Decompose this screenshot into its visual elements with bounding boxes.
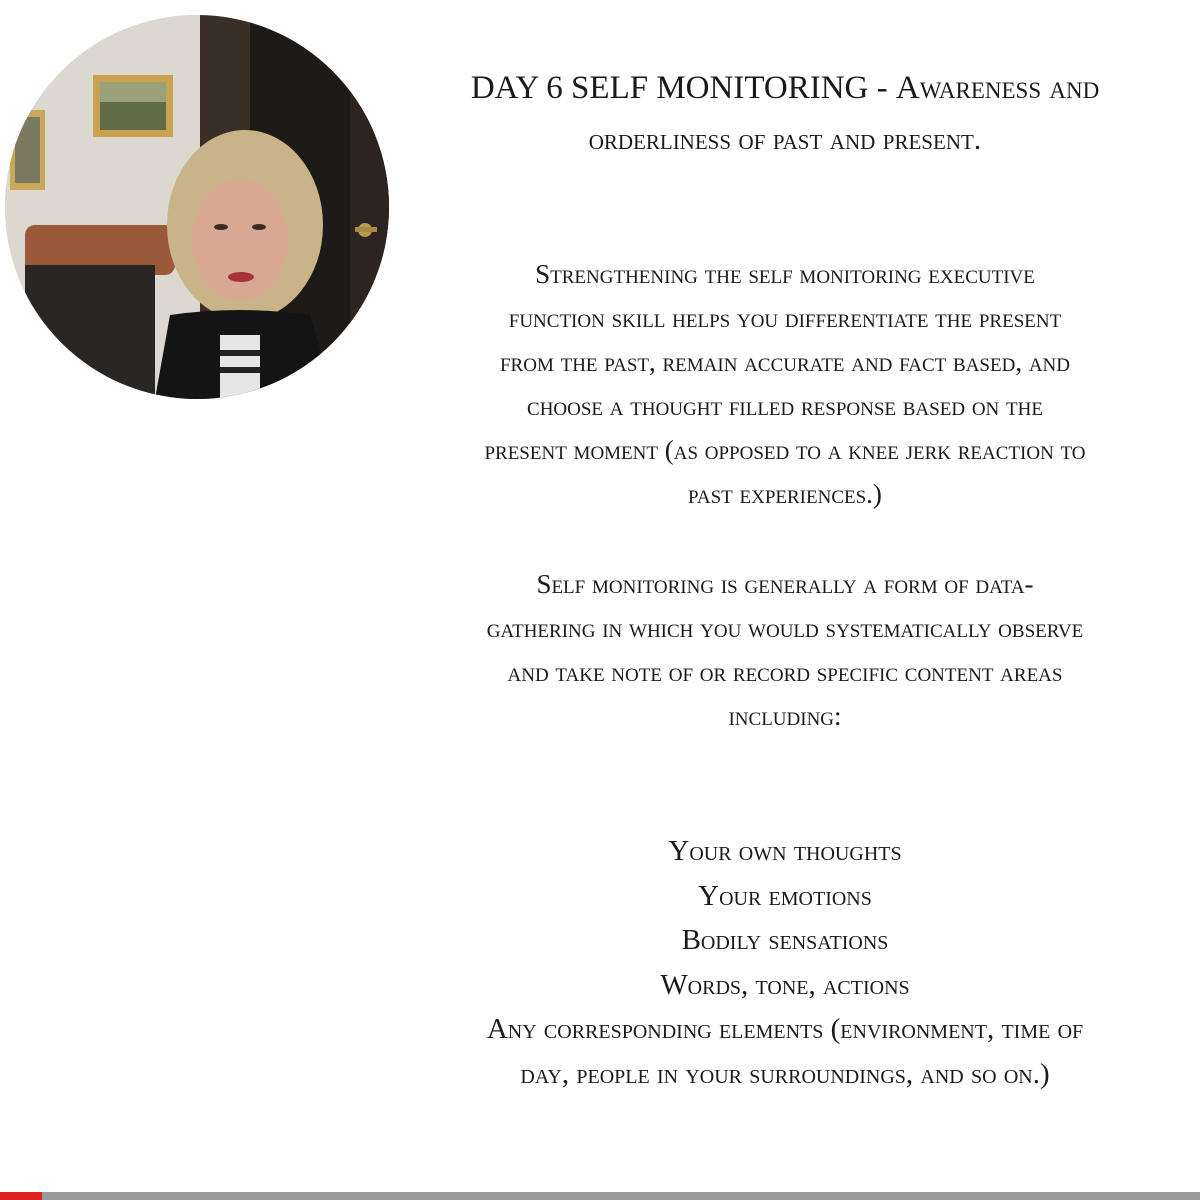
presenter-video xyxy=(5,15,389,399)
intro-line: Strengthening the self monitoring executive xyxy=(535,259,1035,289)
lesson-title xyxy=(400,62,1170,166)
list-item: Your own thoughts xyxy=(668,835,902,867)
title-main: DAY 6 SELF MONITORING - xyxy=(470,70,896,106)
presenter-image xyxy=(5,15,389,399)
definition-line: including: xyxy=(728,701,842,731)
definition-line: Self monitoring is generally a form of data- xyxy=(536,569,1034,599)
list-item: Bodily sensations xyxy=(681,924,889,956)
intro-line: from the past, remain accurate and fact based, and xyxy=(499,347,1070,377)
video-progress-fill xyxy=(0,1192,42,1200)
title-line-2: orderliness of past and present. xyxy=(588,123,982,156)
intro-line: choose a thought filled response based on the xyxy=(527,391,1043,421)
definition-line: and take note of or record specific content areas xyxy=(507,657,1063,687)
definition-paragraph xyxy=(400,562,1170,738)
list-item: Your emotions xyxy=(698,879,872,912)
intro-line: function skill helps you differentiate the present xyxy=(508,303,1062,333)
list-item: Words, tone, actions xyxy=(660,968,910,1001)
title-line-1 xyxy=(400,62,1170,114)
intro-paragraph xyxy=(400,252,1170,516)
content-areas-list xyxy=(400,829,1170,1096)
definition-line: gathering in which you would systematically observe xyxy=(486,613,1084,643)
list-item: Any corresponding elements (environment, time of xyxy=(486,1013,1084,1045)
title-subtitle: Awareness and xyxy=(895,70,1100,106)
list-item: day, people in your surroundings, and so on.) xyxy=(520,1057,1050,1090)
intro-line: past experiences.) xyxy=(688,479,882,509)
intro-line: present moment (as opposed to a knee jerk reaction to xyxy=(484,435,1086,465)
video-progress-bar[interactable] xyxy=(0,1192,1200,1200)
